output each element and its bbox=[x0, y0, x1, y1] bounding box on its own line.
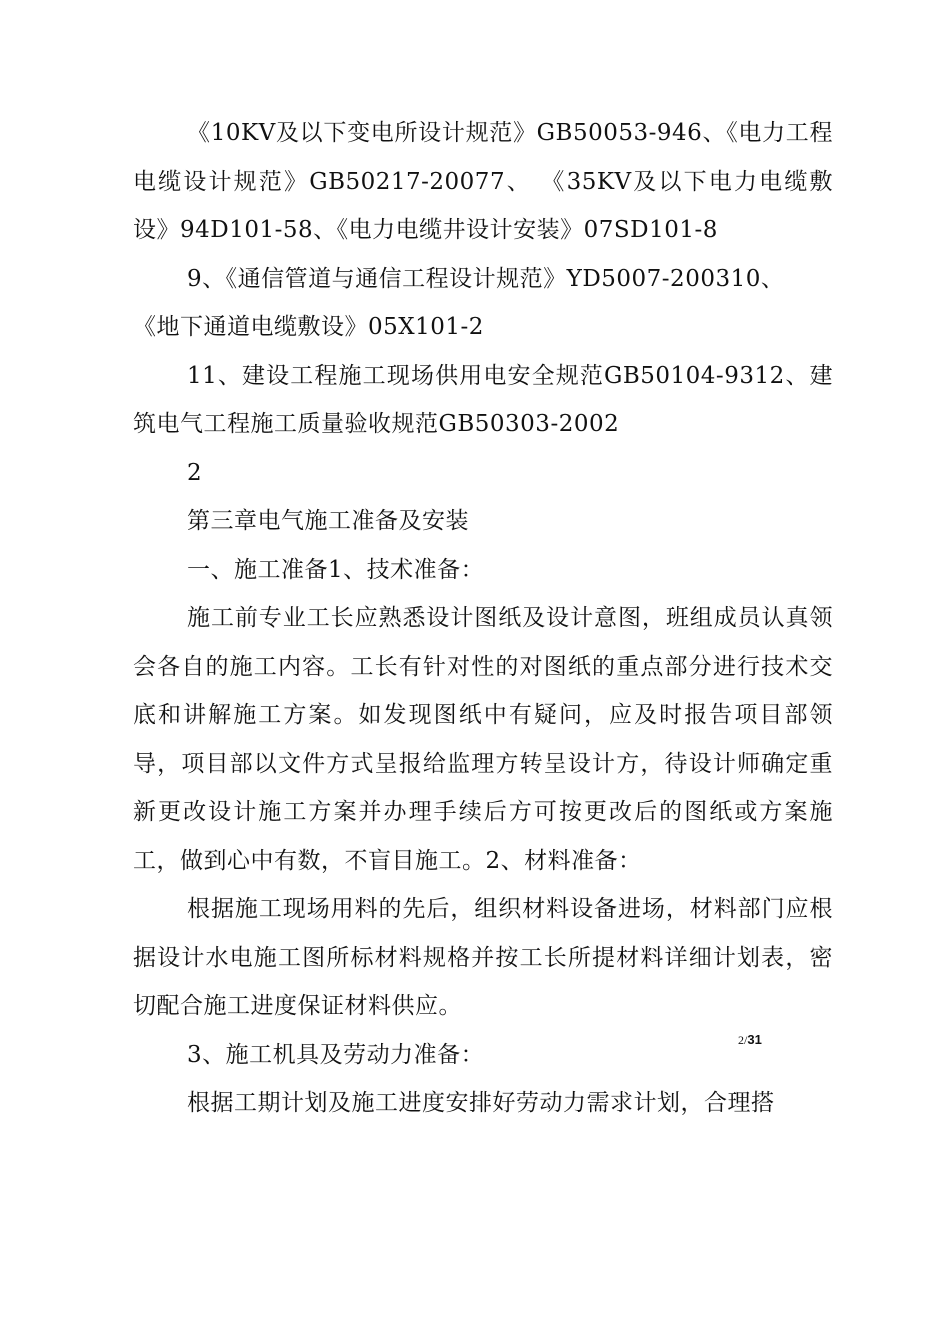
paragraph-item-10: 《地下通道电缆敷设》05X101-2 bbox=[133, 314, 484, 340]
body-text bbox=[133, 109, 833, 1128]
subsection-heading: 3、施工机具及劳动力准备： bbox=[187, 1041, 485, 1068]
paragraph-item-9: 9、《通信管道与通信工程设计规范》YD5007-200310、 bbox=[187, 265, 785, 292]
page-number-current: 2/ bbox=[738, 1033, 748, 1047]
paragraph-item-11: 11、建设工程施工现场供用电安全规范GB50104-9312、建筑电气工程施工质量验收规范GB50303-2002 bbox=[133, 362, 833, 437]
section-heading: 一、施工准备1、技术准备： bbox=[187, 556, 485, 583]
paragraph-labor-prep: 根据工期计划及施工进度安排好劳动力需求计划，合理搭 bbox=[187, 1090, 775, 1116]
page-number-total: 31 bbox=[747, 1032, 762, 1047]
page-number bbox=[738, 1032, 762, 1048]
paragraph-material-prep: 根据施工现场用料的先后，组织材料设备进场，材料部门应根据设计水电施工图所标材料规格并按工长所提材料详细计划表，密切配合施工进度保证材料供应。 bbox=[133, 896, 833, 1019]
chapter-heading: 第三章电气施工准备及安装 bbox=[187, 508, 469, 534]
paragraph-standards-list: 《10KV及以下变电所设计规范》GB50053-946、《电力工程电缆设计规范》GB50217-20077、 《35KV及以下电力电缆敷设》94D101-58、《电力电缆井设计安装》07SD101-8 bbox=[133, 120, 833, 243]
paragraph-number: 2 bbox=[187, 459, 203, 486]
paragraph-technical-prep: 施工前专业工长应熟悉设计图纸及设计意图，班组成员认真领会各自的施工内容。工长有针对性的对图纸的重点部分进行技术交底和讲解施工方案。如发现图纸中有疑问，应及时报告项目部领导，项目部以文件方式呈报给监理方转呈设计方，待设计师确定重新更改设计施工方案并办理手续后方可按更改后的图纸或方案施工，做到心中有数，不盲目施工。2、材料准备： bbox=[133, 605, 833, 874]
